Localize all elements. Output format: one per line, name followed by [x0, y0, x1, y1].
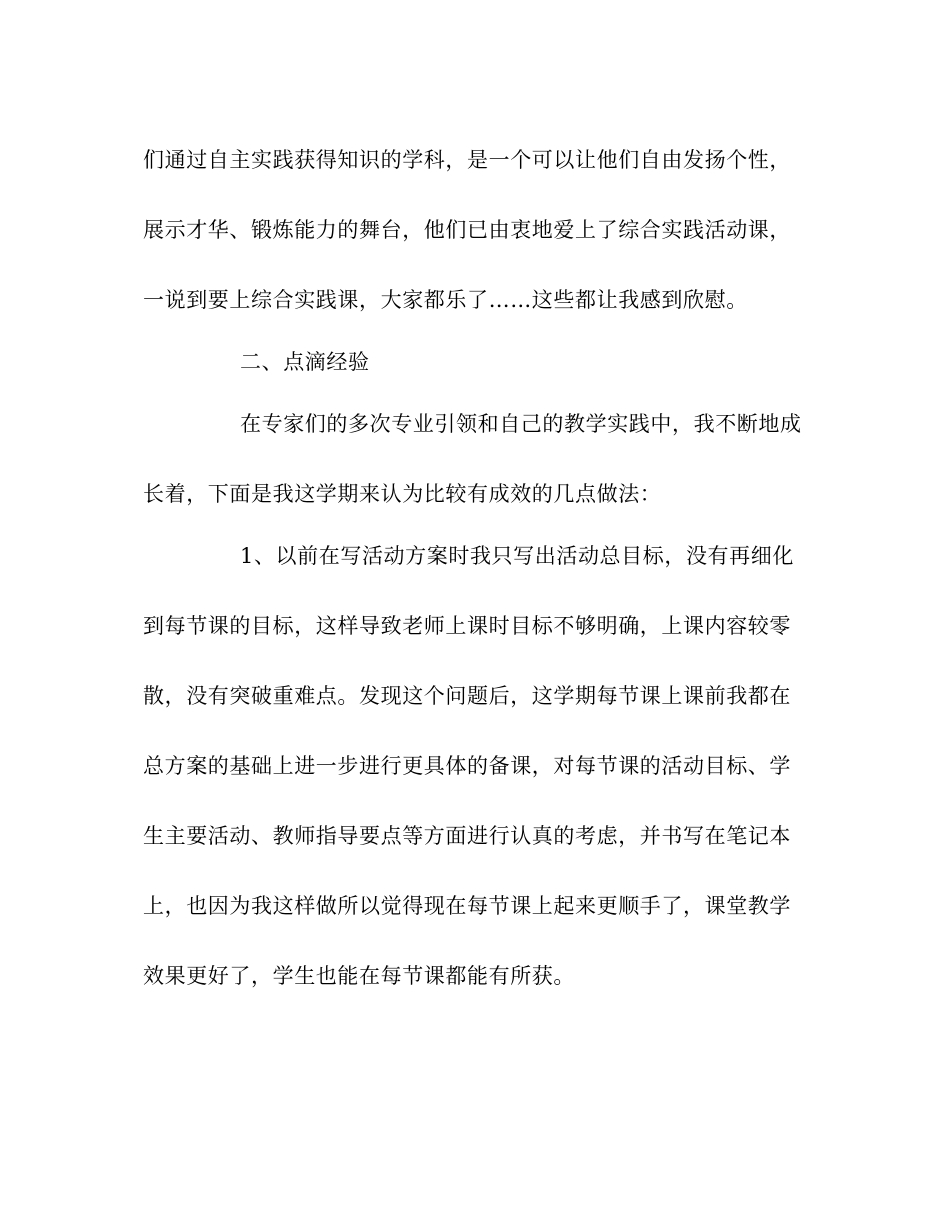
paragraph-line-2: 展示才华、锻炼能力的舞台，他们已由衷地爱上了综合实践活动课， — [143, 218, 791, 242]
paragraph-line-13: 效果更好了，学生也能在每节课都能有所获。 — [143, 964, 575, 988]
section-heading: 二、点滴经验 — [240, 350, 370, 374]
paragraph-line-1: 们通过自主实践获得知识的学科，是一个可以让他们自由发扬个性， — [143, 148, 791, 172]
paragraph-line-10: 总方案的基础上进一步进行更具体的备课，对每节课的活动目标、学 — [143, 754, 791, 778]
paragraph-line-11: 生主要活动、教师指导要点等方面进行认真的考虑，并书写在笔记本 — [143, 824, 791, 848]
paragraph-line-8: 到每节课的目标，这样导致老师上课时目标不够明确，上课内容较零 — [143, 614, 791, 638]
paragraph-line-3: 一说到要上综合实践课，大家都乐了……这些都让我感到欣慰。 — [143, 288, 748, 312]
paragraph-line-7: 1、以前在写活动方案时我只写出活动总目标，没有再细化 — [240, 544, 794, 568]
paragraph-line-5: 在专家们的多次专业引领和自己的教学实践中，我不断地成 — [240, 412, 802, 436]
paragraph-line-12: 上，也因为我这样做所以觉得现在每节课上起来更顺手了，课堂教学 — [143, 894, 791, 918]
paragraph-line-6: 长着，下面是我这学期来认为比较有成效的几点做法： — [143, 482, 662, 506]
paragraph-line-9: 散，没有突破重难点。发现这个问题后，这学期每节课上课前我都在 — [143, 684, 791, 708]
